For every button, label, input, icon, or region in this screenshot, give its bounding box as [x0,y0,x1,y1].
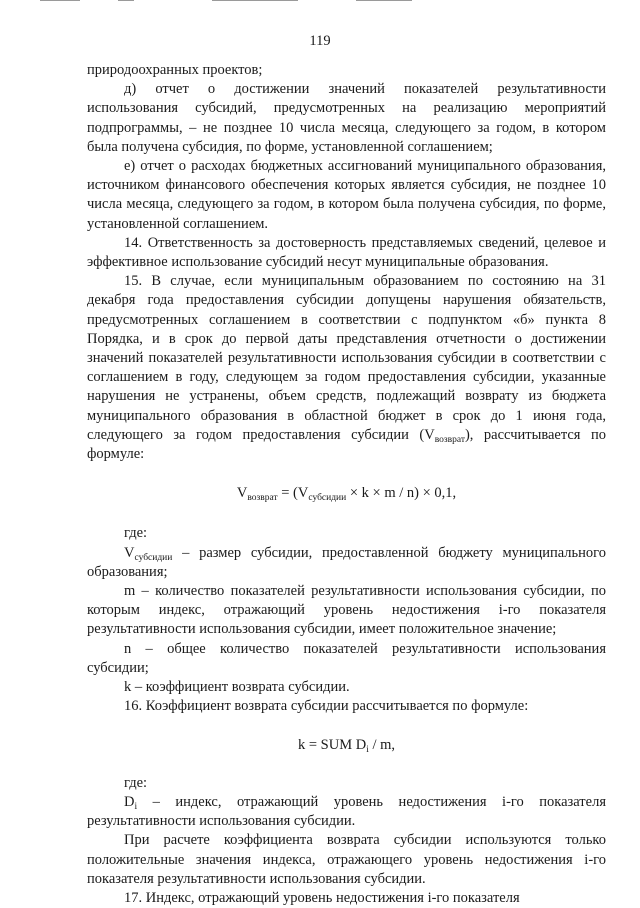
where-label: где: [124,774,148,791]
paragraph-continuation: природоохранных проектов; [87,62,263,78]
formula-refund-mid: = (V [277,485,309,502]
definition-n: n – общее количество показателей результативности использования субсидии; [87,640,606,676]
definition-k: k – коэффициент возврата субсидии. [124,679,350,696]
scan-edge-mark [212,0,298,1]
formula-refund-sub1: возврат [247,493,278,504]
definition-v-text: – размер субсидии, предоставленной бюджету муниципального образования; [87,544,606,580]
definition-d-text: – индекс, отражающий уровень недостижения i-го показателя результативности использования субсидии. [87,793,606,830]
where-label: где: [124,525,148,542]
definition-d [87,793,606,831]
formula-refund [87,484,606,503]
paragraph-15 [87,272,606,464]
definition-m: m – количество показателей результативности использования субсидии, по которым индекс, отражающий уровень недостижения i-го показателя результативности использования субсидии, имеет положительное значение; [87,583,606,638]
definition-v-subsidy [87,544,606,582]
paragraph-14: 14. Ответственность за достоверность представляемых сведений, целевое и эффективное использование субсидий несут муниципальные образования. [87,234,606,271]
formula-coefficient-sub: i [366,744,369,755]
paragraph-calculation-note: При расчете коэффициента возврата субсидии используются только положительные значения индекса, отражающего уровень недостижения i-го показателя результативности использования субсидии. [87,832,606,887]
paragraph-item-d: д) отчет о достижении значений показателей результативности использования субсидий, предусмотренных на реализацию мероприятий подпрограммы, – не позднее 10 числа месяца, следующего за годом, в котором была получена субсидия, по форме, установленной соглашением; [87,81,606,155]
formula-coefficient [87,736,606,755]
scan-edge-mark [356,0,412,1]
paragraph-15-tail: ), рассчитывается по формуле: [87,426,606,463]
paragraph-15-text: 15. В случае, если муниципальным образованием по состоянию на 31 декабря года предоставления субсидии допущены нарушения обязательств, предусмотренных соглашением в соответствии с подпунктом «б» пункта 8 Порядка, и в срок до первой даты представления отчетности о достижении значений показателей результативности использования субсидии в соответствии с соглашением в году, следующем за годом предоставления субсидии, указанные нарушения не устранены, объем средств, подлежащий возврату из бюджета муниципального образования в областной бюджет в срок до 1 июня года, следующего за годом предоставления субсидии (V [87,273,606,443]
formula-coefficient-main: k = SUM D [297,736,367,753]
formula-refund-tail: × k × m / n) × 0,1, [346,485,457,502]
definition-v-symbol: V [124,544,135,561]
formula-coefficient-tail: / m, [368,736,396,753]
definition-v-subscript: субсидии [134,552,173,563]
definition-d-subscript: i [134,801,138,812]
formula-refund-v: V [236,485,248,502]
paragraph-item-e: е) отчет о расходах бюджетных ассигнований муниципального образования, источником финансового обеспечения которых является субсидия, не позднее 10 числа месяца, следующего за годом, в котором была получена субсидия, по форме, установленной соглашением. [87,158,606,232]
paragraph-15-subscript: возврат [434,434,465,445]
page-number: 119 [309,33,331,49]
paragraph-17: 17. Индекс, отражающий уровень недостижения i-го показателя [124,889,520,906]
scan-edge-mark [40,0,80,1]
scan-edge-mark [118,0,134,1]
definition-d-symbol: D [124,793,135,810]
formula-refund-sub2: субсидии [308,493,347,504]
document-body [87,61,606,908]
paragraph-16: 16. Коэффициент возврата субсидии рассчитывается по формуле: [124,698,529,715]
